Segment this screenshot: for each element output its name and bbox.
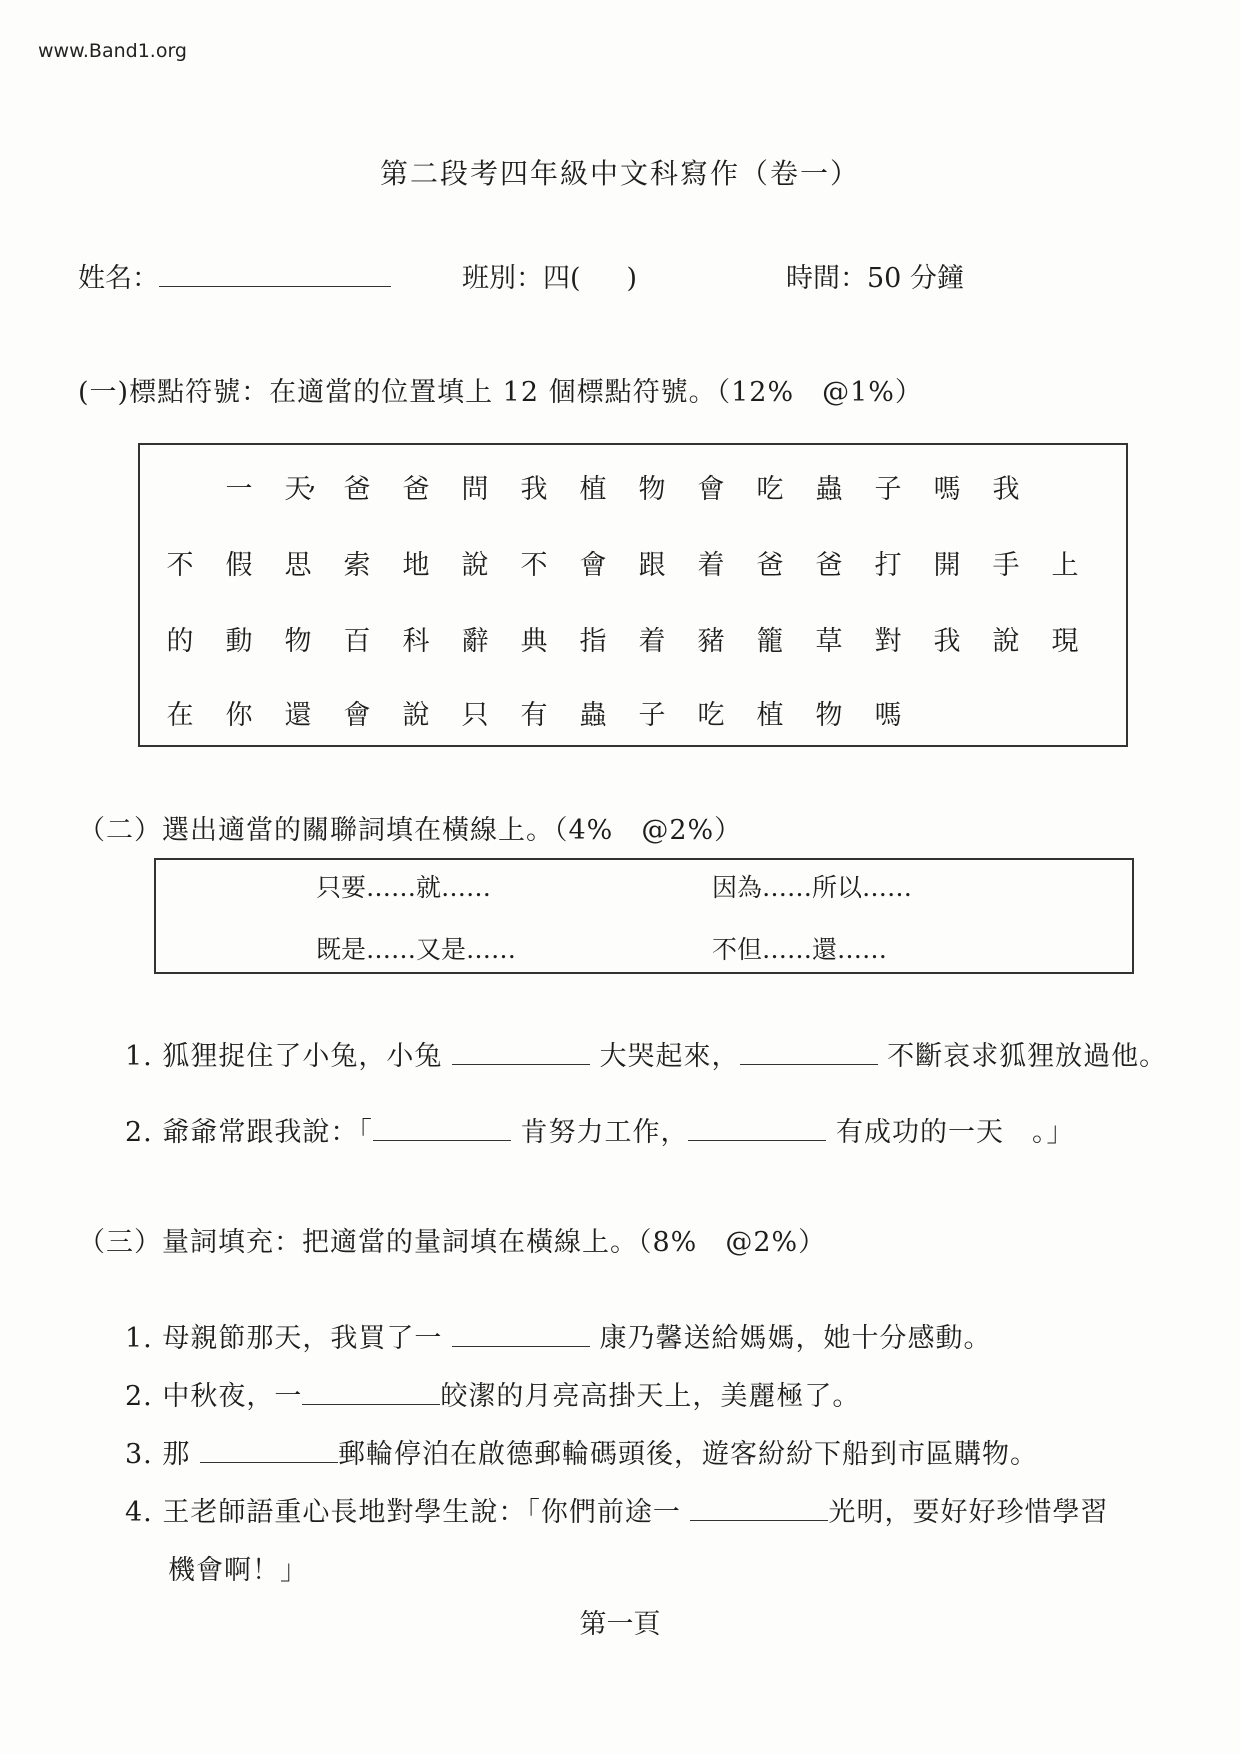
passage-character: 思 xyxy=(284,550,312,581)
question-text: 中秋夜，一 xyxy=(162,1381,303,1412)
question-number: 1. xyxy=(125,1041,153,1072)
answer-blank[interactable] xyxy=(452,1320,590,1347)
passage-character: 蟲 xyxy=(815,474,843,505)
passage-character: 跟 xyxy=(638,550,666,581)
question-text: 母親節那天，我買了一 xyxy=(162,1323,443,1354)
passage-character: 指 xyxy=(579,626,607,657)
passage-character: 辭 xyxy=(461,626,489,657)
passage-character: 草 xyxy=(815,626,843,657)
passage-character: 上 xyxy=(1051,550,1079,581)
passage-character: 子 xyxy=(638,700,666,731)
section3-heading: （三）量詞填充：把適當的量詞填在橫線上。（8% @2%） xyxy=(78,1227,827,1258)
passage-character: 物 xyxy=(638,474,666,505)
section1-heading: (一)標點符號：在適當的位置填上 12 個標點符號。（12% @1%） xyxy=(78,377,923,408)
passage-character: 蟲 xyxy=(579,700,607,731)
question-text: 光明，要好好珍惜學習 xyxy=(828,1497,1109,1528)
section2-question-2 xyxy=(125,1110,1075,1149)
passage-character: 不 xyxy=(166,550,194,581)
answer-blank[interactable] xyxy=(200,1436,338,1463)
passage-character: 爸 xyxy=(815,550,843,581)
question-text: 狐狸捉住了小兔，小兔 xyxy=(162,1041,443,1072)
passage-character: 會 xyxy=(579,550,607,581)
question-text: 大哭起來， xyxy=(599,1041,740,1072)
passage-character: 着 xyxy=(697,550,725,581)
passage-character: 爸 xyxy=(756,550,784,581)
question-text: 郵輪停泊在啟德郵輪碼頭後，遊客紛紛下船到市區購物。 xyxy=(337,1439,1038,1470)
passage-character: 索 xyxy=(343,550,371,581)
passage-character: 現 xyxy=(1051,626,1079,657)
page-title: 第二段考四年級中文科寫作（卷一） xyxy=(379,157,860,190)
passage-character: 天 xyxy=(284,474,312,505)
passage-character: 典 xyxy=(520,626,548,657)
answer-blank[interactable] xyxy=(373,1114,511,1141)
answer-blank[interactable] xyxy=(690,1494,828,1521)
passage-character: 我 xyxy=(992,474,1020,505)
passage-character: 說 xyxy=(992,626,1020,657)
question-text: 康乃馨送給媽媽，她十分感動。 xyxy=(599,1323,992,1354)
passage-character: 地 xyxy=(402,550,430,581)
passage-character: 吃 xyxy=(697,700,725,731)
passage-character: 會 xyxy=(343,700,371,731)
class-close: ) xyxy=(626,263,638,294)
passage-character: 子 xyxy=(874,474,902,505)
passage-character: 的 xyxy=(166,626,194,657)
page-number: 第一頁 xyxy=(579,1609,661,1640)
passage-character: 手 xyxy=(992,550,1020,581)
answer-blank[interactable] xyxy=(740,1038,878,1065)
passage-character: 植 xyxy=(756,700,784,731)
class-field xyxy=(462,256,637,295)
passage-character: 着 xyxy=(638,626,666,657)
passage-character: 問 xyxy=(461,474,489,505)
printed-comma: , xyxy=(308,465,317,496)
passage-character: 開 xyxy=(933,550,961,581)
passage-character: 嗎 xyxy=(874,700,902,731)
passage-character: 只 xyxy=(461,700,489,731)
question-text: 那 xyxy=(162,1439,191,1470)
answer-blank[interactable] xyxy=(688,1114,826,1141)
question-number: 1. xyxy=(125,1323,153,1354)
passage-character: 一 xyxy=(225,474,253,505)
passage-character: 說 xyxy=(461,550,489,581)
passage-character: 在 xyxy=(166,700,194,731)
question-text: 爺爺常跟我說：「 xyxy=(162,1117,373,1148)
passage-character: 假 xyxy=(225,550,253,581)
section2-question-1 xyxy=(125,1034,1167,1073)
passage-character: 吃 xyxy=(756,474,784,505)
question-text: 王老師語重心長地對學生說：「你們前途一 xyxy=(162,1497,681,1528)
passage-character: 說 xyxy=(402,700,430,731)
passage-character: 動 xyxy=(225,626,253,657)
source-url: www.Band1.org xyxy=(38,40,187,62)
question-number: 4. xyxy=(125,1497,153,1528)
section3-question-4-continued: 機會啊！」 xyxy=(168,1555,308,1586)
passage-character: 我 xyxy=(933,626,961,657)
conjunction-option: 只要……就…… xyxy=(316,873,492,902)
question-text: 有成功的一天 。」 xyxy=(836,1117,1075,1148)
name-label: 姓名： xyxy=(78,263,159,294)
passage-character: 打 xyxy=(874,550,902,581)
passage-character: 物 xyxy=(815,700,843,731)
name-field xyxy=(78,256,391,295)
name-blank[interactable] xyxy=(159,258,391,287)
passage-character: 還 xyxy=(284,700,312,731)
question-number: 3. xyxy=(125,1439,153,1470)
answer-blank[interactable] xyxy=(452,1038,590,1065)
passage-character: 嗎 xyxy=(933,474,961,505)
passage-character: 爸 xyxy=(343,474,371,505)
passage-character: 會 xyxy=(697,474,725,505)
passage-character: 植 xyxy=(579,474,607,505)
time-label: 時間：50 分鐘 xyxy=(786,263,964,294)
question-text: 不斷哀求狐狸放過他。 xyxy=(887,1041,1168,1072)
passage-character: 物 xyxy=(284,626,312,657)
answer-blank[interactable] xyxy=(302,1378,440,1405)
section3-question-1 xyxy=(125,1316,992,1355)
section3-question-2 xyxy=(125,1374,860,1413)
passage-character: 科 xyxy=(402,626,430,657)
passage-character: 我 xyxy=(520,474,548,505)
passage-character: 有 xyxy=(520,700,548,731)
passage-character: 豬 xyxy=(697,626,725,657)
punctuation-passage-box xyxy=(138,443,1128,747)
section3-question-3 xyxy=(125,1432,1038,1471)
passage-character: 不 xyxy=(520,550,548,581)
conjunction-option: 既是……又是…… xyxy=(316,935,517,964)
section2-heading: （二）選出適當的關聯詞填在橫線上。（4% @2%） xyxy=(78,815,743,846)
question-number: 2. xyxy=(125,1381,153,1412)
passage-character: 百 xyxy=(343,626,371,657)
passage-character: 籠 xyxy=(756,626,784,657)
passage-character: 爸 xyxy=(402,474,430,505)
conjunction-option: 不但……還…… xyxy=(712,935,888,964)
section3-question-4 xyxy=(125,1490,1108,1529)
question-text: 肯努力工作， xyxy=(520,1117,689,1148)
passage-character: 對 xyxy=(874,626,902,657)
question-number: 2. xyxy=(125,1117,153,1148)
passage-character: 你 xyxy=(225,700,253,731)
conjunction-word-bank xyxy=(154,858,1134,974)
class-label: 班別：四( xyxy=(462,263,581,294)
conjunction-option: 因為……所以…… xyxy=(712,873,913,902)
question-text: 皎潔的月亮高掛天上，美麗極了。 xyxy=(440,1381,861,1412)
